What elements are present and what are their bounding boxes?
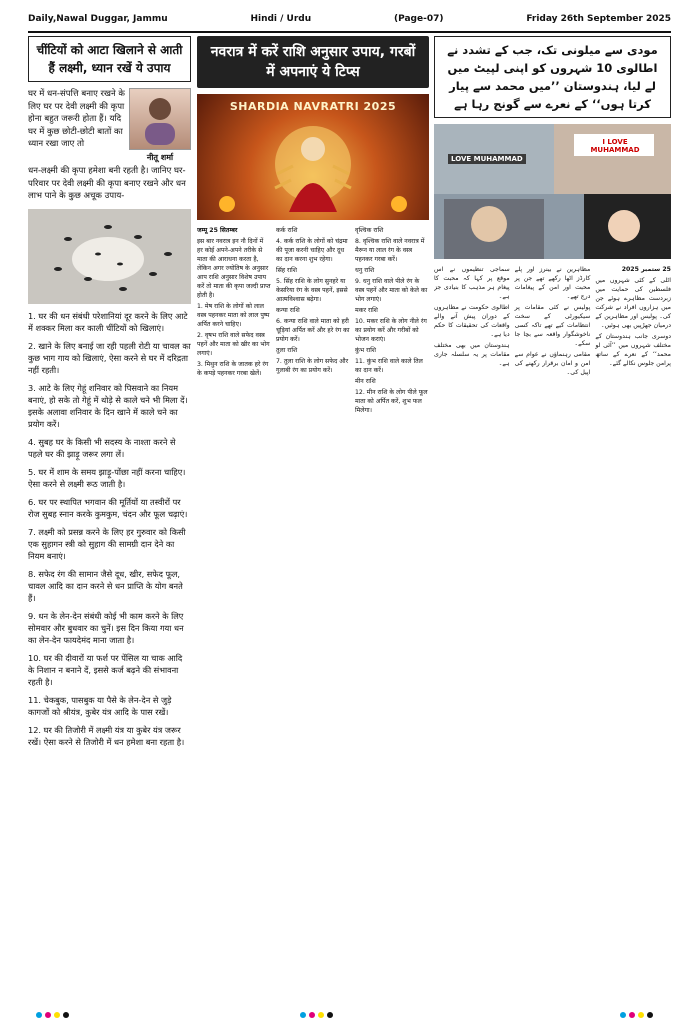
center-col-3 <box>355 226 429 417</box>
paragraph: 3. मिथुन राशि के जातक हरे रंग के कपड़े पहनकर गरबा खेलें। <box>197 361 269 377</box>
list-item: 11. चेकबुक, पासबुक या पैसे के लेन-देन से जुड़े कागजों को श्रीयंत्र, कुबेर यंत्र आदि के पास रखें। <box>28 694 172 717</box>
paragraph: 5. सिंह राशि के लोग सुनहरे या केसरिया रंग के वस्त्र पहनें, इससे आत्मविश्वास बढ़ेगा। <box>276 278 348 303</box>
subheading: धनु राशि <box>355 267 375 274</box>
color-mark-dot <box>647 1012 653 1018</box>
color-mark-dot <box>300 1012 306 1018</box>
center-col-2 <box>276 226 350 417</box>
issue-date: Friday 26th September 2025 <box>526 14 671 24</box>
protest-sign: I LOVE MUHAMMAD <box>590 138 640 154</box>
print-color-marks-center <box>300 1012 333 1018</box>
list-item: 10. घर की दीवारों या फर्श पर पेंसिल या चाक आदि के निशान न बनाने दें, इससे कर्ज बढ़ने की संभावना रहती है। <box>28 652 183 687</box>
dateline: 25 ستمبر 2025 <box>621 266 671 273</box>
paragraph: 6. कन्या राशि वाले माता को हरी चूड़ियां अर्पित करें और हरे रंग का प्रयोग करें। <box>276 318 350 343</box>
list-item: 3. आटे के लिए गेहूं शनिवार को पिसवाने का नियम बनाएं, हो सके तो गेहूं में थोड़े से काले चने भी मिला दें। इसके अलावा शनिवार के दिन खाने में काले चने का प्रयोग करें। <box>28 382 188 429</box>
protest-photo <box>434 124 671 259</box>
color-mark-dot <box>45 1012 51 1018</box>
paragraph: دوسری جانب ہندوستان کے مختلف شہروں میں ’’آئی لو محمد‘‘ کے نعرے کے ساتھ پرامن جلوس نکالے گئے۔ <box>595 333 671 367</box>
subheading: वृश्चिक राशि <box>355 227 384 234</box>
person-icon <box>140 93 180 145</box>
subheading: कर्क राशि <box>276 227 298 234</box>
paragraph: 4. कर्क राशि के लोगों को चंद्रमा की पूजा करनी चाहिए और दूध का दान करना शुभ रहेगा। <box>276 238 348 263</box>
list-item: 7. लक्ष्मी को प्रसन्न करने के लिए हर गुरुवार को किसी एक सुहागन स्त्री को सुहाग की सामग्री दान देने का नियम बनाएं। <box>28 526 186 561</box>
ants-photo <box>28 209 191 304</box>
color-mark-dot <box>327 1012 333 1018</box>
paragraph: اٹلی کے کئی شہروں میں فلسطین کی حمایت میں زبردست مظاہرے ہوئے جن میں ہزاروں افراد نے شرکت کی۔ پولیس اور مظاہرین کے درمیان جھڑپیں بھی ہوئیں۔ <box>595 277 671 329</box>
center-body <box>197 226 429 417</box>
list-item: 5. घर में शाम के समय झाड़ू-पोंछा नहीं करना चाहिए। ऐसा करने से लक्ष्मी रूठ जाती है। <box>28 466 186 489</box>
subheading: मीन राशि <box>355 378 376 385</box>
color-mark-dot <box>638 1012 644 1018</box>
paragraph: سماجی تنظیموں نے اس موقع پر کہا کہ محبت کا پیغام ہر مذہب کا بنیادی جز ہے۔ <box>434 266 510 300</box>
image-caption: SHARDIA NAVRATRI 2025 <box>229 100 397 113</box>
list-item: 4. सुबह घर के किसी भी सदस्य के नाश्ता करने से पहले घर की झाड़ू जरूर लगा लें। <box>28 436 176 459</box>
right-article <box>434 36 671 1011</box>
paragraph: مظاہرین نے بینرز اور پلے کارڈز اٹھا رکھے تھے جن پر محبت اور امن کے پیغامات درج تھے۔ <box>514 266 591 300</box>
left-intro <box>28 88 191 163</box>
paragraph: مقامی رہنماؤں نے عوام سے امن و امان برقرار رکھنے کی اپیل کی۔ <box>514 351 591 376</box>
color-mark-dot <box>309 1012 315 1018</box>
left-intro-tail: धन-लक्ष्मी की कृपा हमेशा बनी रहती है। जानिए घर-परिवार पर देवी लक्ष्मी की कृपा बनाए रखने और धन लाभ पाने के कुछ अचूक उपाय- <box>28 166 186 201</box>
color-mark-dot <box>620 1012 626 1018</box>
subheading: सिंह राशि <box>276 267 297 274</box>
author-box <box>129 88 191 163</box>
color-mark-dot <box>629 1012 635 1018</box>
color-mark-dot <box>318 1012 324 1018</box>
center-col-1 <box>197 226 271 417</box>
paragraph: 12. मीन राशि के लोग पीले फूल माता को अर्पित करें, शुभ फल मिलेगा। <box>355 389 428 414</box>
navratri-image <box>197 94 429 220</box>
list-item: 8. सफेद रंग की सामान जैसे दूध, खीर, सफेद फूल, चावल आदि का दान करने से धन प्राप्ति के योग बनते हैं। <box>28 568 183 603</box>
masthead-rule <box>28 31 671 33</box>
list-item: 1. घर की धन संबंधी परेशानियां दूर करने के लिए आटे में शक्कर मिला कर काली चींटियों को खिलाएं। <box>28 310 188 333</box>
author-name: नीतू शर्मा <box>146 153 174 162</box>
paragraph: 1. मेष राशि के लोगों को लाल वस्त्र पहनकर माता को लाल पुष्प अर्पित करने चाहिए। <box>197 303 270 328</box>
list-item: 12. घर की तिजोरी में लक्ष्मी यंत्र या कुबेर यंत्र जरूर रखें। ऐसा करने से तिजोरी में धन हमेशा बना रहता है। <box>28 724 185 747</box>
subheading: कुंभ राशि <box>355 347 377 354</box>
page-number: (Page-07) <box>394 14 444 24</box>
language-label: Hindi / Urdu <box>250 14 312 24</box>
right-col-2 <box>515 265 591 379</box>
subheading: मकर राशि <box>355 307 378 314</box>
right-col-3 <box>434 265 510 379</box>
paragraph: 11. कुंभ राशि वाले काले तिल का दान करें। <box>355 358 423 374</box>
paragraph: 2. वृषभ राशि वाले सफेद वस्त्र पहनें और माता को खीर का भोग लगाएं। <box>197 332 270 357</box>
paragraph: 8. वृश्चिक राशि वाले नवरात्र में मैरून या लाल रंग के वस्त्र पहनकर गरबा करें। <box>355 238 425 263</box>
center-headline: नवरात्र में करें राशि अनुसार उपाय, गरबों में अपनाएं ये टिप्स <box>197 36 429 88</box>
list-item: 9. धन के लेन-देन संबंधी कोई भी काम करने के लिए सोमवार और बुधवार का चुनें। इस दिन किया गया धन का लेन-देन फायदेमंद माना जाता है। <box>28 610 184 645</box>
paragraph: जम्मू 25 सितम्बर <box>197 227 238 234</box>
tips-list <box>28 310 191 748</box>
paragraph: 7. तुला राशि के लोग सफेद और गुलाबी रंग का प्रयोग करें। <box>276 358 349 374</box>
paragraph: 10. मकर राशि के लोग नीले रंग का प्रयोग करें और गरीबों को भोजन कराएं। <box>355 318 427 343</box>
paragraph: پولیس نے کئی مقامات پر سیکیورٹی کے سخت انتظامات کیے تھے تاکہ کسی ناخوشگوار واقعہ سے بچا جا سکے۔ <box>514 304 591 347</box>
right-headline: مودی سے میلونی تک، جب کے تشدد نے اطالوی 10 شہروں کو اپنی لپیٹ میں لے لیا، ہندوستان ’’میں محمد سے پیار کرتا ہوں‘‘ کے نعرے سے گونج رہا ہے <box>434 36 671 118</box>
list-item: 6. घर पर स्थापित भगवान की मूर्तियों या तस्वीरों पर रोज सुबह स्नान करके कुमकुम, चंदन और फूल चढ़ाएं। <box>28 496 188 519</box>
print-color-marks-left <box>36 1012 69 1018</box>
left-article <box>28 36 191 1011</box>
subheading: तुला राशि <box>276 347 298 354</box>
protest-sign: LOVE MUHAMMAD <box>448 154 526 164</box>
color-mark-dot <box>54 1012 60 1018</box>
paragraph: इस बार नवरात्र इन नौ दिनों में हर कोई अपने-अपने तरीके से माता की आराधना करता है, लेकिन अगर ज्योतिष के अनुसार आप राशि अनुसार विशेष उपाय करें तो माता की कृपा जल्दी प्राप्त होती है। <box>197 238 271 299</box>
left-headline: चींटियों को आटा खिलाने से आती हैं लक्ष्मी, ध्यान रखें ये उपाय <box>28 36 191 82</box>
paragraph: 9. धनु राशि वाले पीले रंग के वस्त्र पहनें और माता को केले का भोग लगाएं। <box>355 278 428 303</box>
center-article <box>197 36 429 1011</box>
paragraph: اطالوی حکومت نے مظاہروں کے دوران پیش آنے والے واقعات کی تحقیقات کا حکم دیا ہے۔ <box>434 304 510 338</box>
right-body <box>434 265 671 379</box>
paper-name: Daily,Nawal Duggar, Jammu <box>28 14 168 24</box>
left-intro-text: घर में धन-संपत्ति बनाए रखने के लिए घर पर देवी लक्ष्मी की कृपा होना बहुत जरूरी होता हैं। यदि घर में कुछ छोटी-छोटी बातों का ध्यान रखा जाए तो <box>28 89 125 149</box>
masthead <box>28 8 671 30</box>
color-mark-dot <box>63 1012 69 1018</box>
author-photo <box>129 88 191 150</box>
subheading: कन्या राशि <box>276 307 300 314</box>
right-col-1 <box>595 265 671 379</box>
list-item: 2. खाने के लिए बनाई जा रही पहली रोटी या चावल का कुछ भाग गाय को खिलाएं, ऐसा करने से घर में दरिद्रता नहीं रहती। <box>28 340 191 375</box>
print-color-marks-right <box>620 1012 653 1018</box>
color-mark-dot <box>36 1012 42 1018</box>
paragraph: ہندوستان میں بھی مختلف مقامات پر یہ سلسلہ جاری ہے۔ <box>434 342 510 367</box>
